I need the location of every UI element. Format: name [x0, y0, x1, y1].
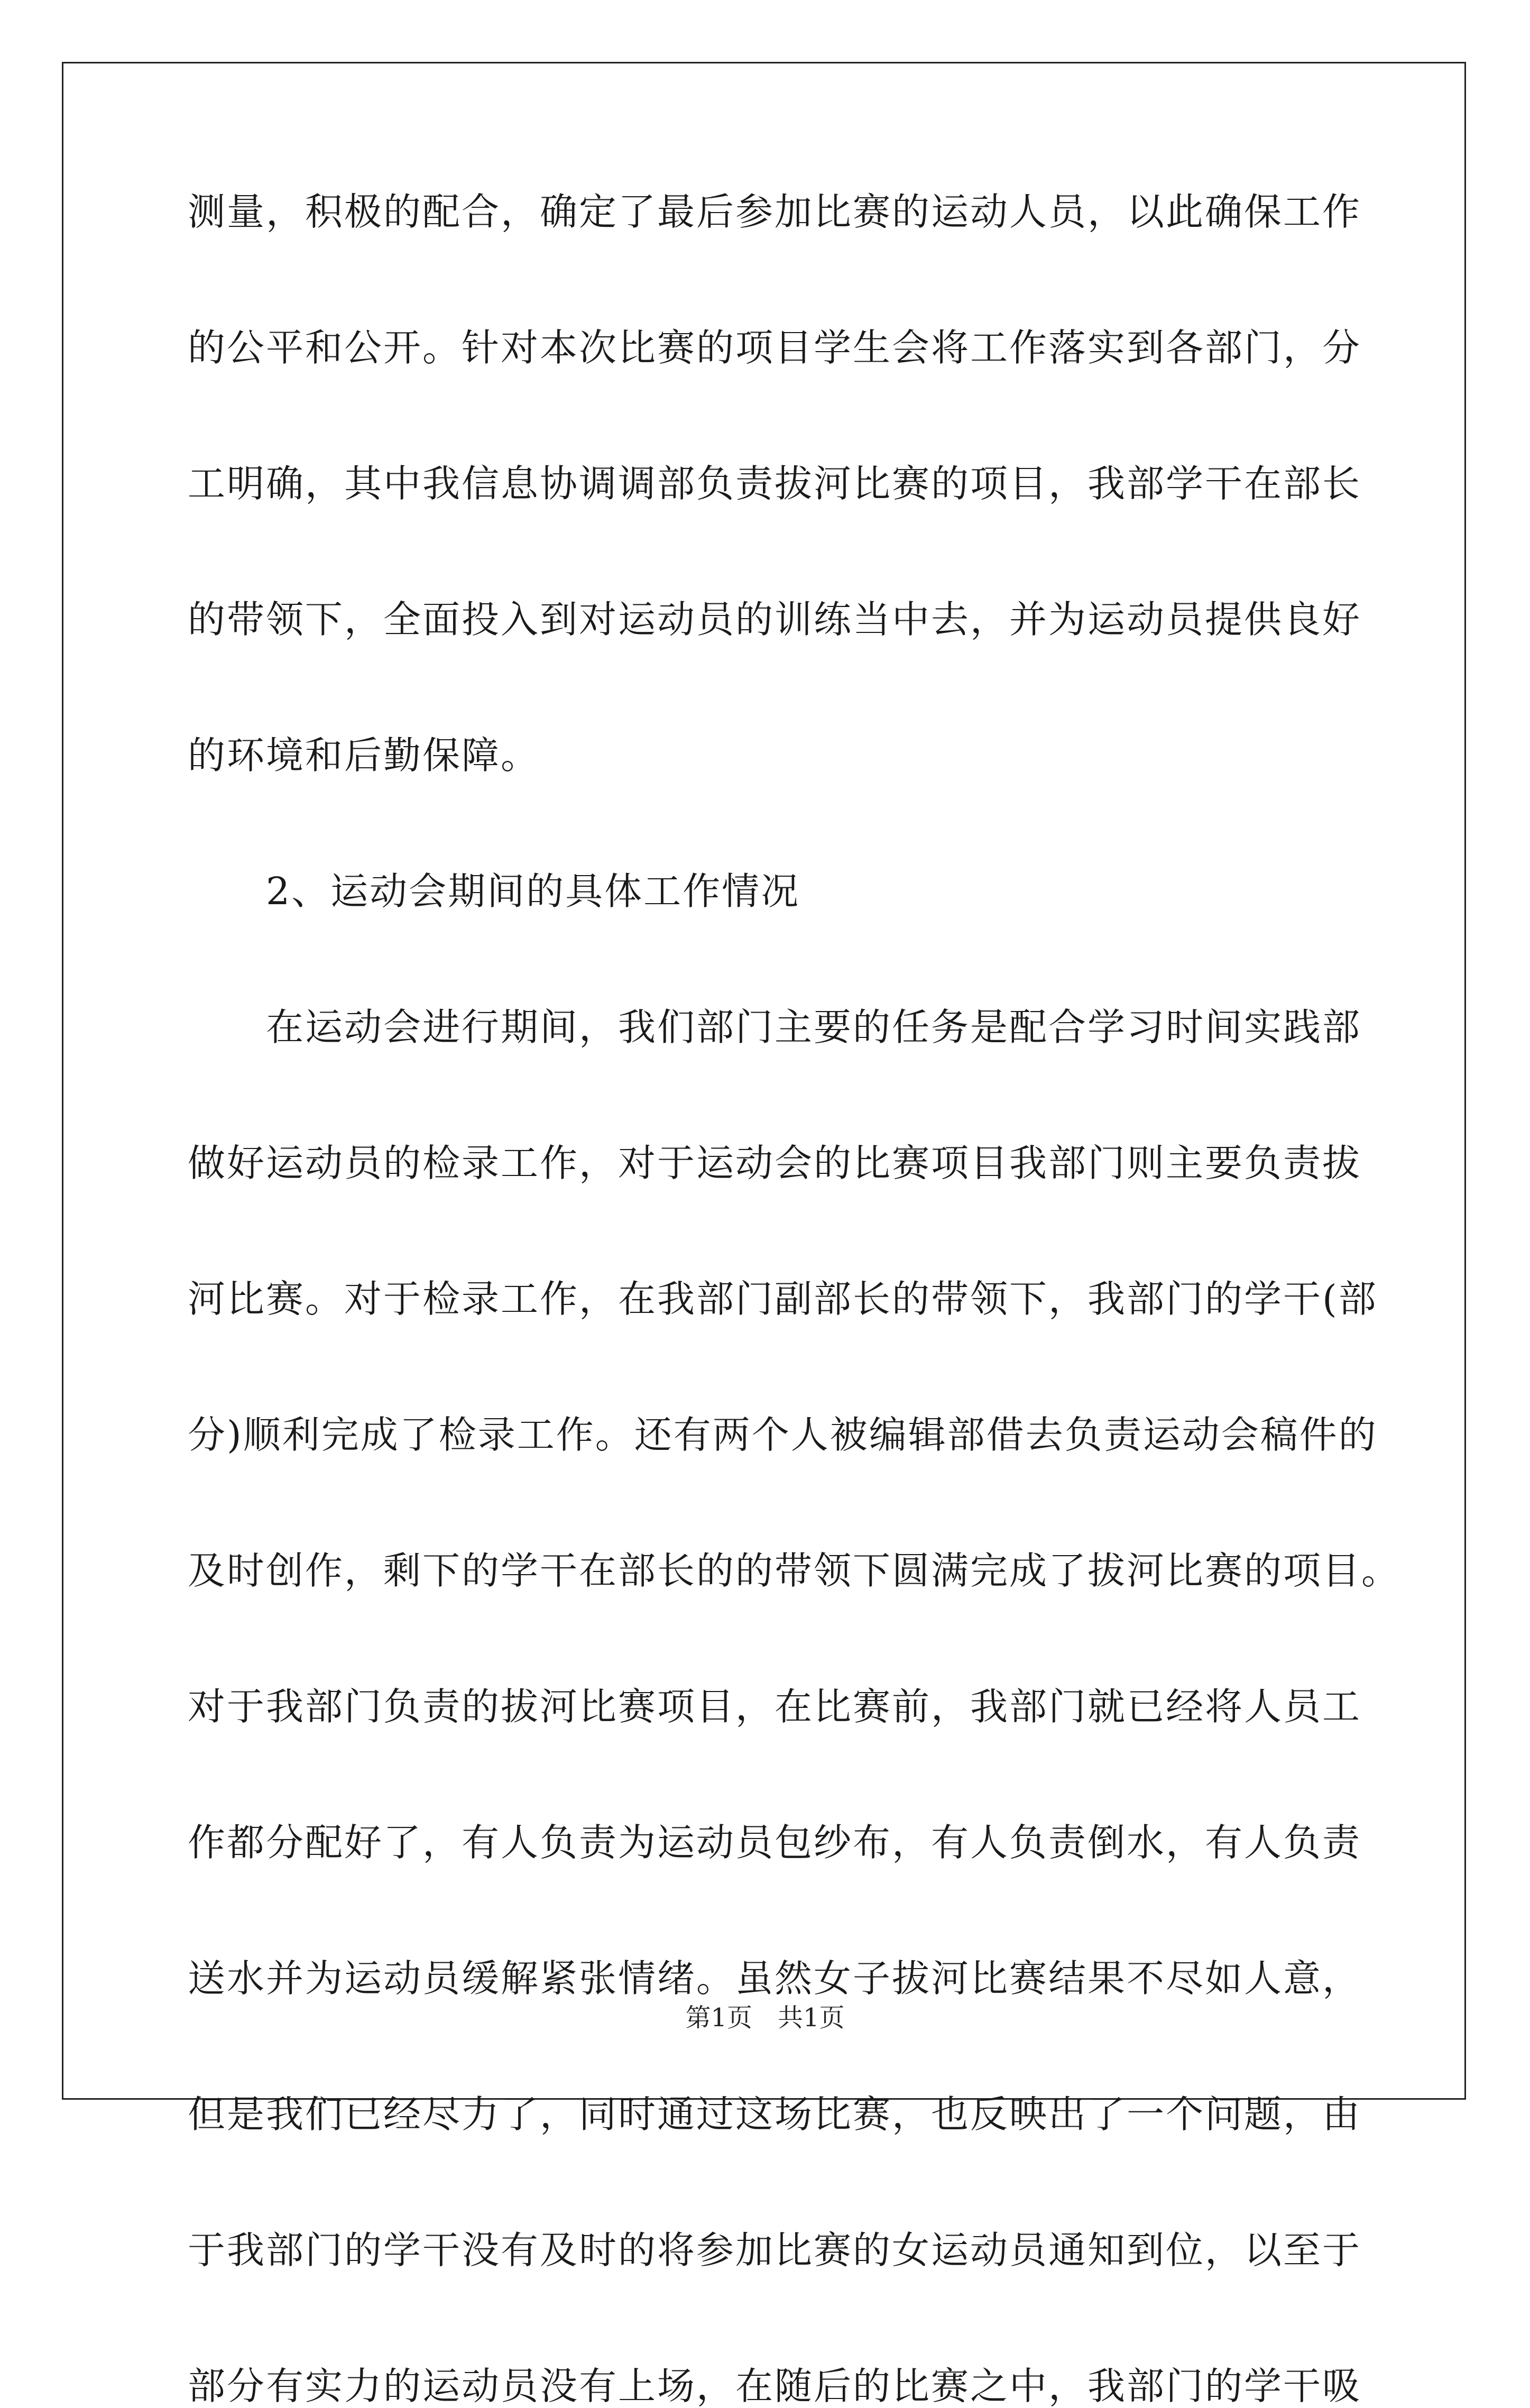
section-heading: 2、运动会期间的具体工作情况 [188, 869, 800, 913]
text-line: 分)顺利完成了检录工作。还有两个人被编辑部借去负责运动会稿件的 [188, 1413, 1378, 1457]
text-line: 于我部门的学干没有及时的将参加比赛的女运动员通知到位，以至于 [188, 2228, 1362, 2272]
text-line: 在运动会进行期间，我们部门主要的任务是配合学习时间实践部 [188, 1005, 1362, 1049]
text-line: 作都分配好了，有人负责为运动员包纱布，有人负责倒水，有人负责 [188, 1821, 1362, 1864]
text-line: 的环境和后勤保障。 [188, 733, 540, 777]
document-body [188, 190, 1401, 2408]
text-line: 对于我部门负责的拔河比赛项目，在比赛前，我部门就已经将人员工 [188, 1685, 1362, 1729]
text-line: 的公平和公开。针对本次比赛的项目学生会将工作落实到各部门，分 [188, 326, 1362, 370]
text-line: 工明确，其中我信息协调调部负责拔河比赛的项目，我部学干在部长 [188, 462, 1362, 506]
text-line: 测量，积极的配合，确定了最后参加比赛的运动人员，以此确保工作 [188, 190, 1362, 234]
text-line: 的带领下，全面投入到对运动员的训练当中去，并为运动员提供良好 [188, 598, 1362, 641]
text-line: 做好运动员的检录工作，对于运动会的比赛项目我部门则主要负责拔 [188, 1141, 1362, 1185]
text-line: 部分有实力的运动员没有上场，在随后的比赛之中，我部门的学干吸 [188, 2364, 1362, 2408]
text-line: 但是我们已经尽力了，同时通过这场比赛，也反映出了一个问题，由 [188, 2092, 1362, 2136]
text-line: 河比赛。对于检录工作，在我部门副部长的带领下，我部门的学干(部 [188, 1277, 1378, 1321]
text-line: 及时创作，剩下的学干在部长的的带领下圆满完成了拔河比赛的项目。 [188, 1549, 1401, 1593]
page-number-footer: 第1页 共1页 [685, 2003, 845, 2033]
text-line: 送水并为运动员缓解紧张情绪。虽然女子拔河比赛结果不尽如人意， [188, 1956, 1362, 2000]
